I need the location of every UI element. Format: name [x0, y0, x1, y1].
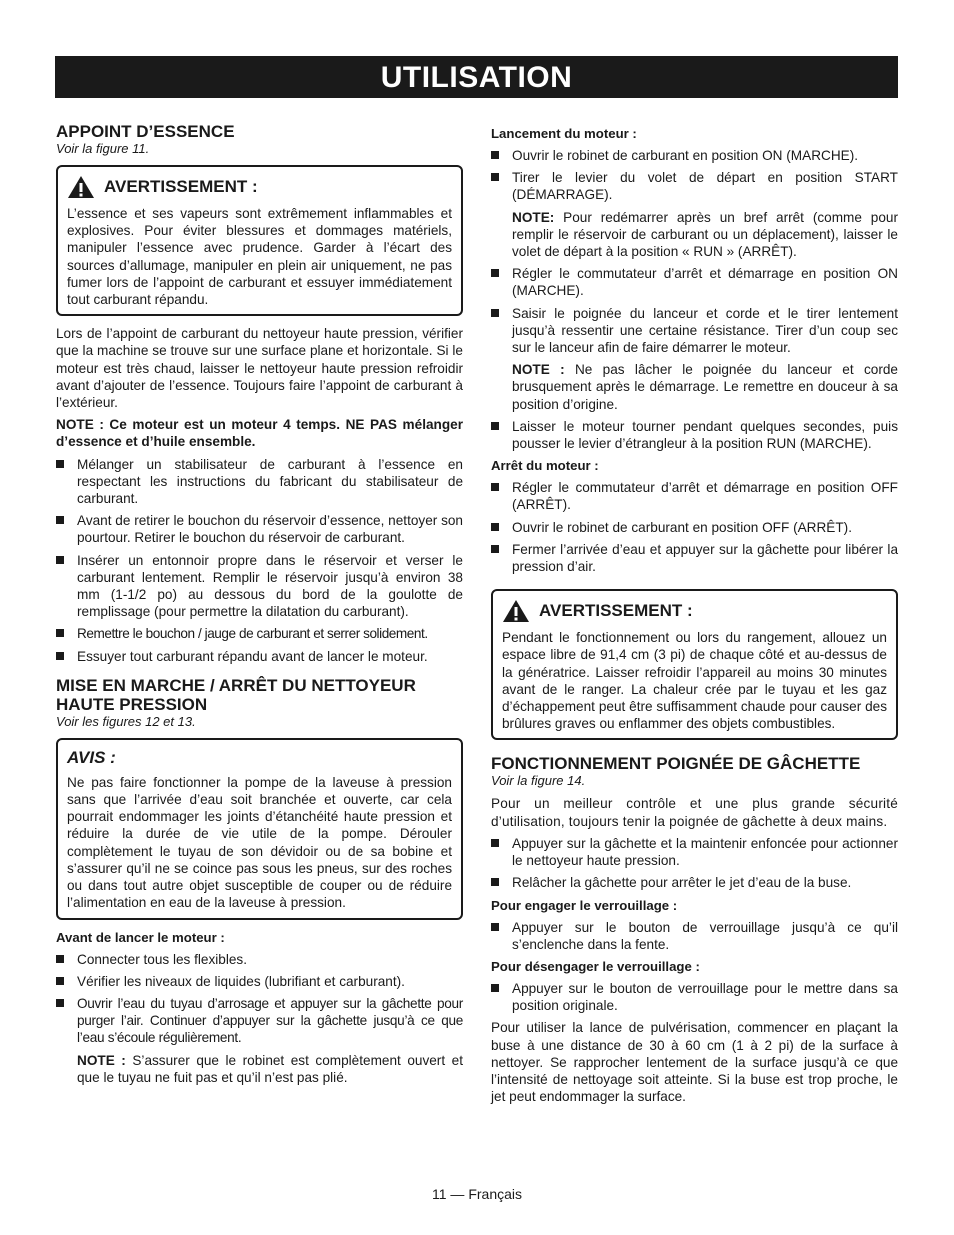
warning-box-fuel: [56, 165, 463, 316]
bullet-square-icon: [56, 652, 64, 660]
list-item: Régler le commutateur d’arrêt et démarrage en position ON (MARCHE).: [491, 265, 898, 299]
trigger-list: [491, 835, 898, 892]
spray-paragraph: Pour utiliser la lance de pulvérisation, commencer en plaçant la buse à une distance de 30 à 60 cm (1 à 2 pi) de la surface à nettoyer. Se rapprocher lentement de la surface jusqu’à ce que l’intensité de nettoyage soit atteinte. Si la buse est trop proche, le jet peut endommager la surface.: [491, 1020, 898, 1105]
list-item: Ouvrir le robinet de carburant en position ON (MARCHE).: [491, 147, 898, 164]
bullet-square-icon: [491, 422, 499, 430]
figure-ref: Voir la figure 11.: [56, 141, 150, 156]
list-item: Saisir le poignée du lanceur et corde et le tirer lentement jusqu’à ressentir une certaine résistance. Tirer d’un coup sec sur le lanceur afin de faire démarrer le moteur.: [491, 305, 898, 357]
trigger-paragraph: Pour un meilleur contrôle et une plus grande sécurité d’utilisation, toujours tenir la poignée de gâchette à deux mains.: [491, 796, 898, 829]
engage-lock-heading: Pour engager le verrouillage :: [491, 897, 678, 913]
list-item: Fermer l’arrivée d’eau et appuyer sur la gâchette pour libérer la pression d’air.: [491, 541, 898, 575]
engage-lock-list: [491, 919, 898, 953]
list-item: Ouvrir le robinet de carburant en position OFF (ARRÊT).: [491, 519, 898, 536]
notice-text: Ne pas faire fonctionner la pompe de la laveuse à pression sans que l’arrivée d’eau soit branchée et ouverte, car cela pourrait endommager les joints d’étanchéité haute pression et réduire la durée de vie utile de la pompe. Dérouler complètement le tuyau de son dévidoir ou de sa bobine et s’assurer qu’il ne se coince pas sous les pneus, sur des roches ou dans tout autre objet susceptible de couper ou de réduire l’alimentation en eau de la laveuse à pression.: [67, 774, 452, 911]
page-footer: 11 — Français: [432, 1186, 522, 1202]
bullet-square-icon: [56, 977, 64, 985]
list-item: Laisser le moteur tourner pendant quelques secondes, puis pousser le levier d’étrangleur à la position RUN (MARCHE).: [491, 418, 898, 452]
bullet-square-icon: [491, 984, 499, 992]
list-item: Vérifier les niveaux de liquides (lubrifiant et carburant).: [56, 973, 463, 990]
warning-box-heat: [491, 589, 898, 740]
bullet-square-icon: [491, 923, 499, 931]
fuel-note: NOTE : Ce moteur est un moteur 4 temps. NE PAS mélanger d’essence et d’huile ensemble.: [56, 417, 463, 450]
bullet-square-icon: [491, 269, 499, 277]
bullet-square-icon: [491, 151, 499, 159]
section-title-trigger: FONCTIONNEMENT POIGNÉE DE GÂCHETTE: [491, 754, 861, 774]
start-note-2: NOTE : Ne pas lâcher le poignée du lanceur et corde brusquement après le démarrage. Le remettre en douceur à sa position d’origine.: [512, 362, 898, 412]
warning-header: [67, 175, 452, 199]
notice-label: AVIS :: [67, 747, 116, 767]
list-item: Ouvrir l’eau du tuyau d’arrosage et appuyer sur la gâchette pour purger l’air. Continuer d’appuyer sur la gâchette jusqu’à ce que l’eau s’écoule régulièrement.: [56, 995, 463, 1047]
warning-header: [502, 599, 887, 623]
disengage-lock-heading: Pour désengager le verrouillage :: [491, 958, 700, 974]
list-item: Tirer le levier du volet de départ en position START (DÉMARRAGE).: [491, 169, 898, 203]
bullet-square-icon: [56, 955, 64, 963]
warning-triangle-icon: [67, 175, 95, 199]
list-item: Avant de retirer le bouchon du réservoir d’essence, nettoyer son pourtour. Retirer le bouchon du réservoir de carburant.: [56, 512, 463, 546]
section-title-fuel: APPOINT D’ESSENCE: [56, 122, 235, 141]
bullet-square-icon: [491, 523, 499, 531]
notice-box: [56, 738, 463, 920]
stop-engine-heading: Arrêt du moteur :: [491, 458, 599, 474]
before-start-note: NOTE : S’assurer que le robinet est complètement ouvert et que le tuyau ne fuit pas et qu’il n’est pas plié.: [77, 1052, 463, 1085]
warning-text: Pendant le fonctionnement ou lors du rangement, allouez un espace libre de 91,4 cm (3 pi) de chaque côté et au-dessus de la génératrice. Laisser refroidir l’appareil au moins 30 minutes avant de le ranger. La chaleur crée par le tuyau et les gaz d’échappement peut être suffisamment chaude pour causer des brûlures graves ou enflammer des objets combustibles.: [502, 630, 887, 732]
warning-triangle-icon: [502, 599, 530, 623]
list-item: Remettre le bouchon / jauge de carburant et serrer solidement.: [56, 625, 463, 642]
disengage-lock-list: [491, 980, 898, 1014]
bullet-square-icon: [491, 483, 499, 491]
list-item: Appuyer sur le bouton de verrouillage pour le mettre dans sa position originale.: [491, 980, 898, 1014]
start-engine-list-3: [491, 418, 898, 452]
before-start-heading: Avant de lancer le moteur :: [56, 929, 225, 945]
list-item: Appuyer sur la gâchette et la maintenir enfoncée pour actionner le nettoyeur haute pression.: [491, 835, 898, 869]
bullet-square-icon: [56, 556, 64, 564]
notice-header: [67, 748, 452, 768]
bullet-square-icon: [491, 545, 499, 553]
start-engine-list: [491, 147, 898, 204]
bullet-square-icon: [491, 173, 499, 181]
start-note-1: NOTE: Pour redémarrer après un bref arrêt (comme pour remplir le réservoir de carburant ou un déplacement), laisser le volet de départ à la position « RUN » (ARRÊT).: [512, 209, 898, 260]
list-item: Mélanger un stabilisateur de carburant à l’essence en respectant les instructions du fabricant du stabilisateur de carburant.: [56, 456, 463, 508]
bullet-square-icon: [56, 999, 64, 1007]
bullet-square-icon: [491, 309, 499, 317]
bullet-square-icon: [491, 839, 499, 847]
figure-ref: Voir les figures 12 et 13.: [56, 713, 196, 729]
right-column: [491, 125, 898, 1110]
fuel-list: [56, 456, 463, 665]
start-engine-list-2: [491, 265, 898, 356]
warning-label: AVERTISSEMENT :: [104, 177, 258, 196]
warning-text: L’essence et ses vapeurs sont extrêmement inflammables et explosives. Pour éviter blessures et dommages matériels, manipuler l’essence avec prudence. Garder à l’écart des sources d’allumage, manipuler en plein air uniquement, ne pas fumer lors de l’appoint de carburant et essuyer immédiatement tout carburant répandu.: [67, 206, 452, 308]
list-item: Régler le commutateur d’arrêt et démarrage en position OFF (ARRÊT).: [491, 479, 898, 513]
list-item: Insérer un entonnoir propre dans le réservoir et verser le carburant lentement. Remplir le réservoir jusqu’à environ 38 mm (1-1/2 po) au dessous du bord de la goulotte de remplissage (pour permettre la dilatation du carburant).: [56, 552, 463, 621]
fuel-paragraph: Lors de l’appoint de carburant du nettoyeur haute pression, vérifier que la machine se trouve sur une surface plane et horizontale. Si le moteur est très chaud, laisser le nettoyeur haute pression refroidir avant d’ajouter de l’essence. Toujours faire l’appoint de carburant à l’extérieur.: [56, 326, 463, 411]
stop-engine-list: [491, 479, 898, 575]
page-title-banner: UTILISATION: [55, 56, 898, 98]
bullet-square-icon: [56, 460, 64, 468]
before-start-list: [56, 951, 463, 1047]
list-item: Essuyer tout carburant répandu avant de lancer le moteur.: [56, 648, 463, 665]
start-engine-heading: Lancement du moteur :: [491, 126, 637, 141]
list-item: Relâcher la gâchette pour arrêter le jet d’eau de la buse.: [491, 874, 898, 891]
left-column: [56, 122, 463, 1091]
bullet-square-icon: [56, 629, 64, 637]
list-item: Connecter tous les flexibles.: [56, 951, 463, 968]
warning-label: AVERTISSEMENT :: [539, 601, 693, 621]
bullet-square-icon: [491, 878, 499, 886]
figure-ref: Voir la figure 14.: [491, 773, 586, 789]
list-item: Appuyer sur le bouton de verrouillage jusqu’à ce qu’il s’enclenche dans la fente.: [491, 919, 898, 953]
section-title-start-stop: MISE EN MARCHE / ARRÊT DU NETTOYEUR HAUTE PRESSION: [56, 675, 416, 714]
bullet-square-icon: [56, 516, 64, 524]
